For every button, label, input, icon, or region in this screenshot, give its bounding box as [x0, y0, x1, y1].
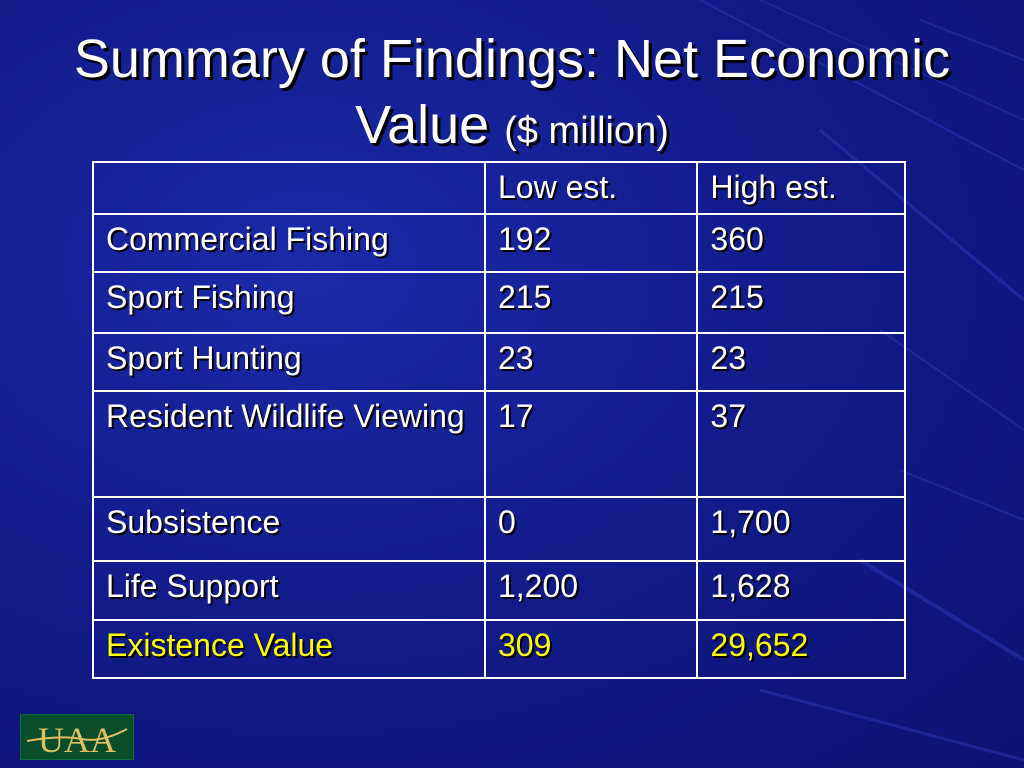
uaa-logo-wordmark: UAA: [38, 720, 116, 759]
findings-table: [92, 161, 906, 679]
table-row: [93, 333, 905, 391]
uaa-logo: [20, 714, 134, 760]
header-cell-empty: [93, 162, 485, 214]
table-row: [93, 214, 905, 272]
table-row: [93, 391, 905, 497]
row-low-value: 17: [485, 391, 697, 497]
slide-title: [0, 26, 1024, 164]
row-high-value: 23: [697, 333, 905, 391]
header-cell-low: Low est.: [485, 162, 697, 214]
row-high-value: 360: [697, 214, 905, 272]
table-header-row: [93, 162, 905, 214]
row-label: Sport Hunting: [93, 333, 485, 391]
row-high-value: 1,628: [697, 561, 905, 620]
header-cell-high: High est.: [697, 162, 905, 214]
table-row: [93, 497, 905, 561]
table-row: [93, 272, 905, 333]
table-row: [93, 561, 905, 620]
row-low-value: 309: [485, 620, 697, 678]
row-high-value: 29,652: [697, 620, 905, 678]
slide-title-unit: ($ million): [504, 110, 669, 152]
slide-title-main: Summary of Findings: Net Economic Value: [73, 29, 951, 155]
row-high-value: 1,700: [697, 497, 905, 561]
row-low-value: 23: [485, 333, 697, 391]
row-high-value: 215: [697, 272, 905, 333]
row-label: Commercial Fishing: [93, 214, 485, 272]
row-label: Sport Fishing: [93, 272, 485, 333]
row-high-value: 37: [697, 391, 905, 497]
row-label: Existence Value: [93, 620, 485, 678]
row-low-value: 0: [485, 497, 697, 561]
table-row-highlighted: [93, 620, 905, 678]
row-label: Life Support: [93, 561, 485, 620]
uaa-logo-icon: [21, 715, 133, 759]
row-low-value: 192: [485, 214, 697, 272]
row-low-value: 215: [485, 272, 697, 333]
row-label: Subsistence: [93, 497, 485, 561]
row-low-value: 1,200: [485, 561, 697, 620]
row-label: Resident Wildlife Viewing: [93, 391, 485, 497]
